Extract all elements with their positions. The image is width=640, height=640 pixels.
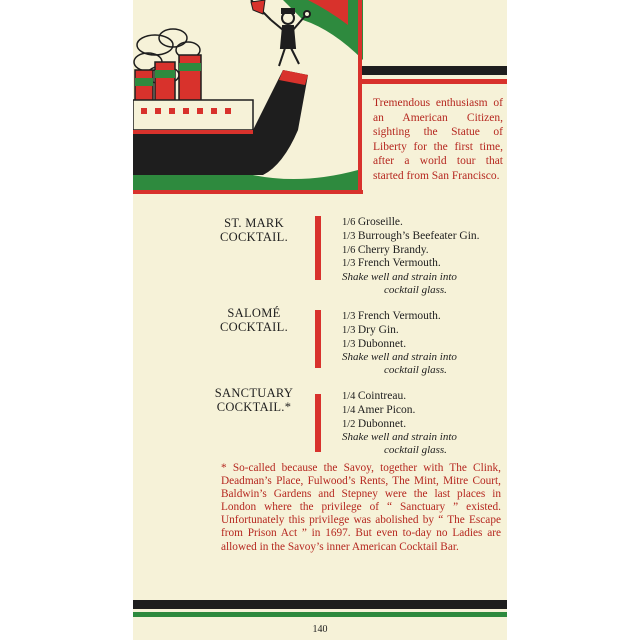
ingredient-line: 1/2 Dubonnet. <box>342 417 407 430</box>
cocktail-divider-bar <box>315 216 321 280</box>
page-number: 140 <box>312 624 328 635</box>
ingredient-line: 1/6 Groseille. <box>342 216 403 228</box>
footer-rule-green <box>133 612 507 617</box>
ship-illustration <box>133 0 363 194</box>
cocktail-name: SANCTUARY COCKTAIL.* <box>214 386 294 414</box>
ingredient-list <box>342 390 507 457</box>
illustration-border-vertical <box>358 0 362 194</box>
instruction-line: cocktail glass. <box>384 444 447 457</box>
book-page <box>133 0 507 640</box>
ingredient-list <box>342 216 507 297</box>
ingredient-list <box>342 310 507 377</box>
footer-rule-black <box>133 600 507 609</box>
instruction-line: cocktail glass. <box>384 364 447 377</box>
cocktail-divider-bar <box>315 310 321 368</box>
ingredient-line: 1/6 Cherry Brandy. <box>342 243 429 256</box>
cocktail-name: SALOMÉ COCKTAIL. <box>219 306 288 334</box>
illustration-border-bottom <box>133 190 363 194</box>
instruction-line: Shake well and strain into <box>342 351 457 364</box>
caption-rule-black <box>362 66 507 75</box>
cocktail-name: ST. MARK COCKTAIL. <box>219 216 288 244</box>
illustration-caption: Tremendous enthusiasm of an American Citizen, sighting the Statue of Liberty for the first time, after a world tour that started from San Francisco. <box>373 97 503 182</box>
ingredient-line: 1/3 Burrough’s Beefeater Gin. <box>342 229 480 242</box>
sanctuary-footnote: * So-called because the Savoy, together with The Clink, Deadman’s Place, Fulwood’s Rents, The Mint, Mitre Court, Baldwin’s Gardens and Stepney were the last places in London where the privilege of “ Sanctuary ” existed. Unfortunately this privilege was abolished by “ The Escape from Prison Act ” in 1697. But even to-day no Ladies are allowed in the Savoy’s inner American Cocktail Bar. <box>221 462 501 553</box>
ingredient-line: 1/4 Amer Picon. <box>342 403 416 416</box>
instruction-line: Shake well and strain into <box>342 431 457 444</box>
cocktail-divider-bar <box>315 394 321 452</box>
ingredient-line: 1/3 French Vermouth. <box>342 257 441 270</box>
ingredient-line: 1/4 Cointreau. <box>342 390 407 402</box>
caption-rule-red <box>362 79 507 84</box>
instruction-line: cocktail glass. <box>384 283 447 296</box>
ingredient-line: 1/3 Dry Gin. <box>342 323 399 336</box>
instruction-line: Shake well and strain into <box>342 271 457 284</box>
ingredient-line: 1/3 French Vermouth. <box>342 310 441 322</box>
ingredient-line: 1/3 Dubonnet. <box>342 337 407 350</box>
